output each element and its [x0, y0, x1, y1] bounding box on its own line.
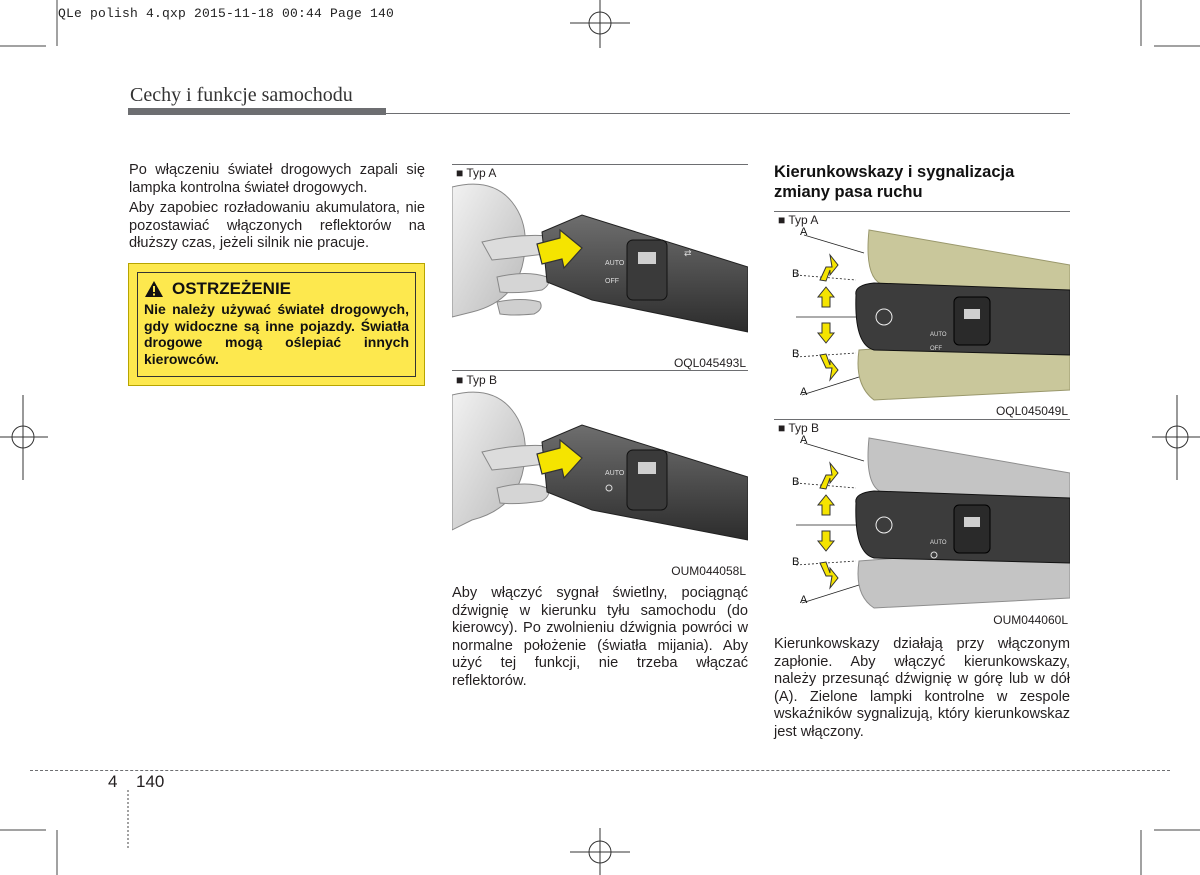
arrow-up-right-icon: [820, 255, 838, 281]
turn-signal-heading: Kierunkowskazy i sygnalizacja zmiany pasa ruchu: [774, 163, 1015, 201]
stalk-auto-text: AUTO: [930, 332, 947, 338]
stalk-auto-text: AUTO: [605, 470, 625, 477]
figure-turn-type-a: [774, 211, 1070, 419]
registration-mark-top: [570, 0, 630, 48]
registration-mark-bottom: [570, 828, 630, 875]
registration-mark-right: [1152, 395, 1200, 480]
arrow-down-icon: [818, 323, 834, 343]
registration-mark-left: [0, 395, 48, 480]
header-rule-thick: [128, 108, 386, 115]
callout-a-bottom: A: [800, 386, 808, 398]
chapter-number: 4: [108, 772, 118, 791]
page-number: 140: [136, 772, 165, 791]
callout-a-bottom: A: [800, 594, 808, 606]
turn-lever-illustration: [774, 433, 1070, 609]
stalk-auto-text: AUTO: [605, 260, 625, 267]
figure-code: OQL045049L: [995, 404, 1068, 418]
warning-title: OSTRZEŻENIE: [172, 279, 292, 298]
figure-code: OUM044060L: [993, 613, 1068, 627]
flash-to-pass-paragraph: Aby włączyć sygnał świetlny, pociągnąć dźwignię w kierunku tyłu samochodu (do kierowcy). Po zwolnieniu dźwignia powróci w normalne położenie (światła mijania). Aby użyć tej funkcji, nie trzeba włączać reflektorów.: [452, 585, 748, 689]
callout-b-bottom: B: [792, 556, 800, 568]
headlight-symbol-icon: ⇄: [684, 249, 692, 259]
section-title: Cechy i funkcje samochodu: [130, 84, 353, 106]
figure-turn-type-b: [774, 419, 1070, 627]
figure-code: OUM044058L: [671, 564, 746, 578]
figure-flash-type-b: [452, 370, 748, 580]
warning-triangle-icon: [144, 280, 164, 298]
print-slug: QLe polish 4.qxp 2015-11-18 00:44 Page 140: [58, 6, 395, 21]
arrow-down-right-icon: [820, 354, 838, 380]
stalk-off-text: OFF: [930, 346, 942, 352]
figure-label: ■ Typ A: [778, 213, 819, 227]
arrow-down-right-icon: [820, 562, 838, 588]
figure-label: ■ Typ B: [456, 373, 498, 387]
arrow-up-icon: [818, 287, 834, 307]
arrow-down-icon: [818, 531, 834, 551]
header-rule-thin: [386, 113, 1070, 114]
callout-b-bottom: B: [792, 348, 800, 360]
high-beam-paragraph: Po włączeniu świateł drogowych zapali się lampka kontrolna świateł drogowych.: [129, 162, 425, 196]
figure-flash-type-a: [452, 164, 748, 370]
lever-with-hand-illustration: [452, 182, 748, 352]
warning-text: Nie należy używać świateł drogowych, gdy widoczne są inne pojazdy. Światła drogowe mogą oślepiać innych kierowców.: [144, 301, 409, 367]
stalk-off-text: OFF: [605, 278, 619, 285]
arrow-up-right-icon: [820, 463, 838, 489]
figure-label: ■ Typ A: [456, 166, 497, 180]
figure-label: ■ Typ B: [778, 421, 820, 435]
callout-a-top: A: [800, 434, 808, 446]
lever-with-hand-illustration: [452, 390, 748, 562]
turn-lever-illustration: [774, 225, 1070, 401]
footer-rule: [30, 770, 1170, 771]
figure-code: OQL045493L: [673, 356, 746, 370]
callout-b-top: B: [792, 268, 800, 280]
callout-b-top: B: [792, 476, 800, 488]
arrow-up-icon: [818, 495, 834, 515]
callout-a-top: A: [800, 226, 808, 238]
battery-paragraph: Aby zapobiec rozładowaniu akumulatora, nie pozostawiać włączonych reflektorów na dłuższy czas, jeżeli silnik nie pracuje.: [129, 200, 425, 251]
stalk-auto-text: AUTO: [930, 540, 947, 546]
warning-box: [128, 263, 425, 386]
turn-signal-paragraph: Kierunkowskazy działają przy włączonym zapłonie. Aby włączyć kierunkowskazy, należy przesunąć dźwignię w górę lub w dół (A). Zielone lampki kontrolne w zespole wskaźników sygnalizują, który kierunkowskaz jest włączony.: [774, 636, 1070, 740]
